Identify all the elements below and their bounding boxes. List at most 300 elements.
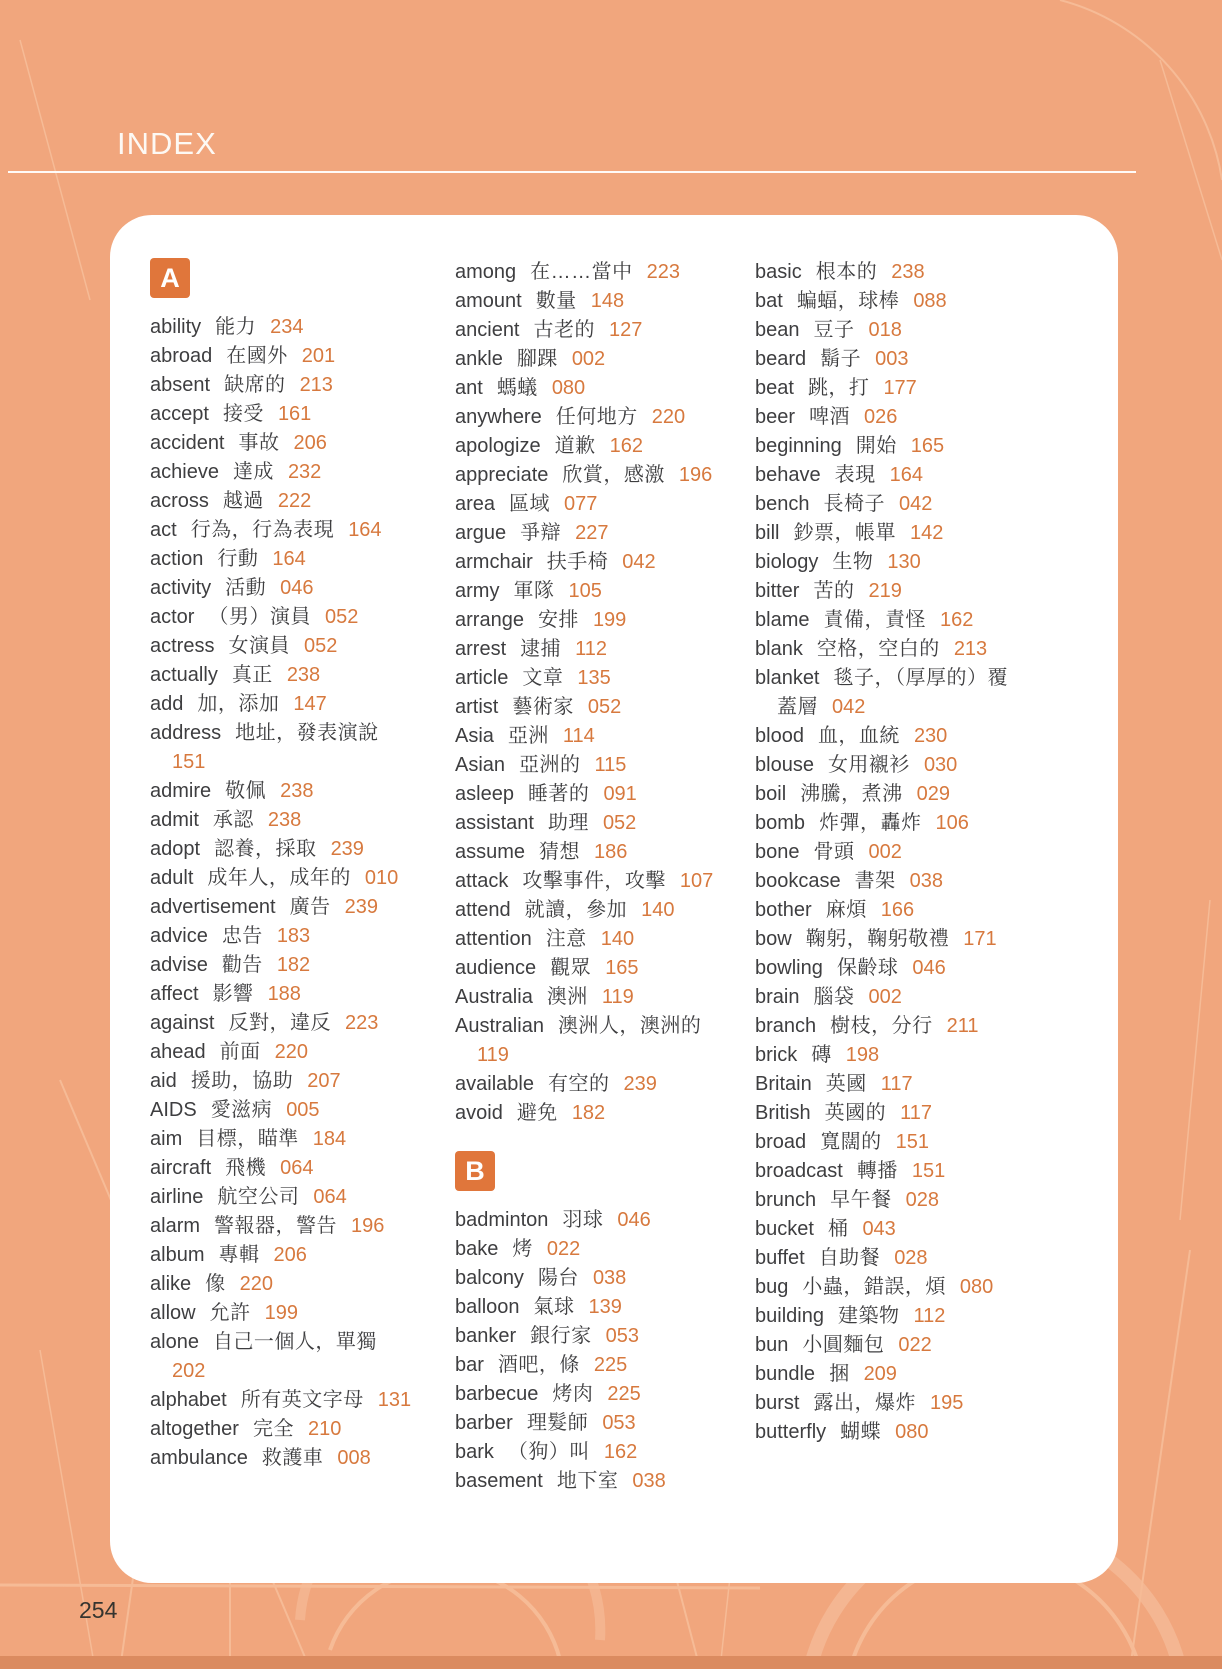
entry-word: avoid: [455, 1102, 503, 1124]
entry-word: blanket: [755, 667, 820, 689]
index-entry: [455, 664, 723, 693]
entry-word: blank: [755, 638, 803, 660]
entry-word: beginning: [755, 435, 842, 457]
entry-word: brunch: [755, 1189, 817, 1211]
index-entry: [455, 1099, 723, 1128]
entry-page-number: 002: [868, 841, 902, 863]
entry-word: artist: [455, 696, 499, 718]
entry-word: Australia: [455, 986, 533, 1008]
index-entry: [455, 287, 723, 316]
entry-translation: 銀行家: [530, 1325, 592, 1347]
entry-page-number: 166: [880, 899, 915, 921]
entry-translation: 前面: [219, 1041, 261, 1063]
index-entry: [150, 516, 418, 545]
entry-page-number: 162: [609, 435, 643, 457]
entry-translation: 達成: [232, 461, 274, 483]
entry-translation: 開始: [855, 435, 897, 457]
entry-word: bean: [755, 319, 800, 341]
index-entry: [755, 490, 1023, 519]
entry-page-number: 046: [280, 577, 314, 599]
entry-translation: 觀眾: [550, 957, 592, 979]
entry-word: bark: [455, 1441, 494, 1463]
entry-translation: 影響: [212, 983, 254, 1005]
entry-translation: 鞠躬，鞠躬敬禮: [805, 928, 950, 950]
entry-page-number: 234: [270, 316, 304, 338]
entry-translation: 鈔票，帳單: [793, 522, 896, 544]
entry-page-number: 232: [287, 461, 322, 483]
index-entry: [455, 1380, 723, 1409]
entry-translation: 表現: [834, 464, 876, 486]
index-entry: [150, 864, 418, 893]
entry-translation: 豆子: [813, 319, 855, 341]
entry-translation: 亞洲的: [519, 754, 581, 776]
entry-page-number: 222: [277, 490, 312, 512]
index-card: [110, 215, 1118, 1583]
entry-word: bomb: [755, 812, 806, 834]
index-entry: [755, 1099, 1023, 1128]
entry-page-number: 002: [571, 348, 606, 370]
entry-translation: 腦袋: [813, 986, 855, 1008]
entry-page-number: 184: [312, 1128, 347, 1150]
entry-translation: 警報器，警告: [214, 1215, 338, 1237]
index-entry: [455, 722, 723, 751]
entry-page-number: 030: [923, 754, 958, 776]
entry-word: article: [455, 667, 509, 689]
entry-translation: 注意: [545, 928, 587, 950]
entry-page-number: 042: [832, 696, 866, 718]
entry-page-number: 148: [590, 290, 625, 312]
index-entry: [455, 1012, 723, 1070]
index-entry: [150, 1009, 418, 1038]
page-title: INDEX: [117, 126, 217, 161]
entry-page-number: 219: [868, 580, 902, 602]
entry-translation: 有空的: [547, 1073, 610, 1095]
entry-page-number: 117: [880, 1073, 913, 1095]
entry-word: blame: [755, 609, 810, 631]
entry-page-number: 010: [364, 867, 399, 889]
entry-word: bar: [455, 1354, 484, 1376]
entry-translation: 反對，違反: [228, 1012, 331, 1034]
entry-word: audience: [455, 957, 537, 979]
entry-word: assistant: [455, 812, 534, 834]
entry-translation: 攻擊事件，攻擊: [522, 870, 666, 892]
entry-word: apologize: [455, 435, 541, 457]
index-entry: [755, 258, 1023, 287]
entry-translation: 空格，空白的: [816, 638, 940, 660]
entry-page-number: 177: [883, 377, 917, 399]
index-entry: [455, 403, 723, 432]
index-entry: [150, 632, 418, 661]
entry-translation: 轉播: [856, 1160, 898, 1182]
entry-page-number: 223: [646, 261, 681, 283]
entry-word: brick: [755, 1044, 798, 1066]
entry-translation: 腳踝: [516, 348, 558, 370]
entry-page-number: 223: [345, 1012, 379, 1034]
index-entry: [150, 313, 418, 342]
entry-page-number: 220: [651, 406, 686, 428]
entry-translation: 避免: [516, 1102, 558, 1124]
index-entry: [150, 893, 418, 922]
entry-word: bookcase: [755, 870, 841, 892]
index-entry: [150, 806, 418, 835]
entry-word: argue: [455, 522, 507, 544]
index-entry: [455, 693, 723, 722]
entry-page-number: 028: [894, 1247, 928, 1269]
entry-page-number: 026: [864, 406, 898, 428]
index-entry: [455, 316, 723, 345]
entry-page-number: 119: [601, 986, 634, 1008]
entry-translation: 陽台: [537, 1267, 579, 1289]
entry-word: bitter: [755, 580, 800, 602]
entry-word: assume: [455, 841, 526, 863]
index-entry: [455, 345, 723, 374]
entry-word: amount: [455, 290, 522, 312]
entry-page-number: 220: [239, 1273, 274, 1295]
entry-word: balcony: [455, 1267, 524, 1289]
index-entry: [755, 1012, 1023, 1041]
entry-translation: 成年人，成年的: [207, 867, 351, 889]
index-entry: [455, 1206, 723, 1235]
index-entry: [755, 606, 1023, 635]
entry-page-number: 080: [551, 377, 586, 399]
entry-word: actress: [150, 635, 215, 657]
entry-translation: 桶: [827, 1218, 849, 1240]
entry-page-number: 042: [622, 551, 656, 573]
index-entry: [150, 1444, 418, 1473]
entry-translation: 助理: [547, 812, 589, 834]
entry-translation: 樹枝，分行: [830, 1015, 933, 1037]
entry-page-number: 046: [912, 957, 946, 979]
entry-translation: 烤: [512, 1238, 533, 1260]
index-column-3: [755, 258, 1023, 1447]
entry-word: army: [455, 580, 500, 602]
index-entry: [150, 1038, 418, 1067]
entry-translation: 事故: [238, 432, 280, 454]
index-entry: [455, 954, 723, 983]
entry-page-number: 199: [264, 1302, 298, 1324]
index-entry: [150, 1386, 418, 1415]
entry-translation: 敬佩: [225, 780, 267, 802]
entry-translation: 道歉: [554, 435, 596, 457]
entry-page-number: 053: [602, 1412, 636, 1434]
index-entry: [755, 1331, 1023, 1360]
entry-page-number: 165: [605, 957, 639, 979]
entry-word: admit: [150, 809, 199, 831]
index-entry: [150, 342, 418, 371]
entry-translation: 跳，打: [807, 377, 870, 399]
entry-page-number: 225: [607, 1383, 641, 1405]
entry-word: AIDS: [150, 1099, 197, 1121]
entry-translation: 缺席的: [224, 374, 286, 396]
entry-word: blouse: [755, 754, 814, 776]
entry-translation: 忠告: [221, 925, 263, 947]
index-entry: [755, 838, 1023, 867]
entry-page-number: 199: [592, 609, 627, 631]
entry-translation: 澳洲: [546, 986, 588, 1008]
index-entry: [755, 1389, 1023, 1418]
entry-translation: 行動: [217, 548, 259, 570]
entry-translation: 啤酒: [809, 406, 851, 428]
entry-translation: 書架: [854, 870, 896, 892]
entry-translation: 羽球: [562, 1209, 604, 1231]
index-entry: [455, 983, 723, 1012]
entry-word: barbecue: [455, 1383, 539, 1405]
entry-page-number: 038: [632, 1470, 666, 1492]
section-letter: B: [465, 1155, 485, 1186]
section-letter: A: [160, 262, 180, 293]
entry-word: absent: [150, 374, 211, 396]
entry-page-number: 038: [909, 870, 943, 892]
entry-translation: 允許: [209, 1302, 251, 1324]
index-entry: [755, 925, 1023, 954]
entry-page-number: 209: [863, 1363, 897, 1385]
entry-translation: 酒吧，條: [497, 1354, 580, 1376]
index-entry: [755, 867, 1023, 896]
entry-page-number: 064: [313, 1186, 347, 1208]
entry-translation: 蝴蝶: [840, 1421, 882, 1443]
index-entry: [150, 1299, 418, 1328]
entry-word: ahead: [150, 1041, 206, 1063]
entry-page-number: 043: [862, 1218, 896, 1240]
entry-translation: 小蟲，錯誤，煩: [802, 1276, 946, 1298]
entry-translation: 猜想: [539, 841, 581, 863]
entry-page-number: 227: [575, 522, 609, 544]
entry-word: bill: [755, 522, 780, 544]
entry-word: bowling: [755, 957, 823, 979]
entry-word: broad: [755, 1131, 807, 1153]
entry-word: armchair: [455, 551, 533, 573]
index-entry: [455, 1264, 723, 1293]
entry-page-number: 182: [571, 1102, 606, 1124]
entry-page-number: 064: [280, 1157, 314, 1179]
index-entry: [150, 545, 418, 574]
index-entry: [150, 603, 418, 632]
index-entry: [755, 954, 1023, 983]
entry-translation: 廣告: [289, 896, 331, 918]
index-entry: [455, 606, 723, 635]
entry-word: aid: [150, 1070, 177, 1092]
entry-translation: 數量: [535, 290, 577, 312]
entry-translation: 磚: [811, 1044, 832, 1066]
entry-word: alarm: [150, 1215, 201, 1237]
entry-translation: 區域: [509, 493, 551, 515]
entry-page-number: 147: [293, 693, 327, 715]
entry-page-number: 207: [307, 1070, 341, 1092]
index-entry: [150, 487, 418, 516]
index-entry: [150, 951, 418, 980]
entry-page-number: 052: [587, 696, 622, 718]
index-entry: [455, 1235, 723, 1264]
entry-word: action: [150, 548, 204, 570]
entry-page-number: 164: [889, 464, 923, 486]
index-entry: [150, 1125, 418, 1154]
entry-page-number: 196: [351, 1215, 385, 1237]
index-entry: [755, 635, 1023, 664]
entry-word: ankle: [455, 348, 503, 370]
entry-page-number: 003: [875, 348, 909, 370]
entry-translation: 勸告: [221, 954, 263, 976]
entry-page-number: 238: [267, 809, 302, 831]
index-entry: [455, 809, 723, 838]
index-entry: [455, 577, 723, 606]
index-entry: [455, 751, 723, 780]
entry-translation: 欣賞，感激: [562, 464, 665, 486]
entry-word: anywhere: [455, 406, 542, 428]
entry-word: beat: [755, 377, 794, 399]
index-entry: [755, 1418, 1023, 1447]
index-entry: [755, 780, 1023, 809]
entry-translation: 責備，責怪: [823, 609, 926, 631]
entry-translation: 文章: [522, 667, 564, 689]
entry-translation: 根本的: [815, 261, 878, 283]
entry-word: achieve: [150, 461, 219, 483]
entry-page-number: 238: [286, 664, 321, 686]
entry-word: aim: [150, 1128, 183, 1150]
entry-page-number: 139: [588, 1296, 622, 1318]
entry-page-number: 213: [953, 638, 988, 660]
entry-word: arrange: [455, 609, 524, 631]
entry-translation: （男）演員: [208, 606, 311, 628]
entry-translation: 救護車: [261, 1447, 324, 1469]
entry-page-number: 201: [301, 345, 336, 367]
entry-translation: 能力: [215, 316, 257, 338]
entry-translation: 扶手椅: [546, 551, 609, 573]
entry-page-number: 053: [605, 1325, 640, 1347]
index-entry: [455, 780, 723, 809]
entry-word: badminton: [455, 1209, 549, 1231]
entry-page-number: 052: [602, 812, 637, 834]
index-entry: [455, 635, 723, 664]
entry-page-number: 239: [623, 1073, 657, 1095]
entry-word: album: [150, 1244, 205, 1266]
entry-word: bucket: [755, 1218, 814, 1240]
index-entry: [150, 1415, 418, 1444]
entry-translation: 地址，發表演說: [235, 722, 379, 744]
entry-word: bow: [755, 928, 792, 950]
entry-word: British: [755, 1102, 811, 1124]
entry-page-number: 038: [592, 1267, 627, 1289]
entry-word: banker: [455, 1325, 517, 1347]
entry-word: buffet: [755, 1247, 805, 1269]
index-entry: [755, 1157, 1023, 1186]
entry-translation: 鬍子: [820, 348, 862, 370]
index-entry: [150, 1067, 418, 1096]
index-entry: [150, 400, 418, 429]
index-entry: [755, 374, 1023, 403]
entry-translation: 寬闊的: [820, 1131, 882, 1153]
index-entry: [150, 1183, 418, 1212]
entry-page-number: 196: [678, 464, 713, 486]
entry-translation: 古老的: [533, 319, 595, 341]
entry-translation: 軍隊: [513, 580, 555, 602]
entry-page-number: 140: [641, 899, 675, 921]
entry-translation: 活動: [225, 577, 267, 599]
index-entry: [755, 432, 1023, 461]
entry-page-number: 022: [546, 1238, 581, 1260]
entry-word: bench: [755, 493, 810, 515]
index-entry: [755, 1360, 1023, 1389]
entry-word: branch: [755, 1015, 817, 1037]
entry-word: biology: [755, 551, 819, 573]
entry-word: beard: [755, 348, 807, 370]
entry-word: appreciate: [455, 464, 549, 486]
entry-word: area: [455, 493, 496, 515]
entry-translation: 安排: [537, 609, 579, 631]
entry-translation: 就讀，參加: [524, 899, 628, 921]
entry-word: address: [150, 722, 222, 744]
entry-page-number: 107: [679, 870, 714, 892]
entry-word: alphabet: [150, 1389, 227, 1411]
entry-word: accept: [150, 403, 209, 425]
entry-page-number: 198: [845, 1044, 880, 1066]
entry-word: altogether: [150, 1418, 239, 1440]
entry-word: actor: [150, 606, 195, 628]
index-entry: [150, 690, 418, 719]
entry-word: bundle: [755, 1363, 816, 1385]
page-number: 254: [79, 1597, 118, 1623]
entry-page-number: 002: [868, 986, 902, 1008]
entry-translation: 加，添加: [197, 693, 280, 715]
entry-translation: 接受: [222, 403, 264, 425]
entry-page-number: 112: [575, 638, 608, 660]
entry-word: across: [150, 490, 209, 512]
entry-word: asleep: [455, 783, 514, 805]
entry-page-number: 005: [286, 1099, 320, 1121]
entry-translation: 爭辯: [520, 522, 562, 544]
entry-translation: 露出，爆炸: [813, 1392, 916, 1414]
entry-page-number: 142: [909, 522, 944, 544]
entry-word: behave: [755, 464, 821, 486]
entry-translation: 認養，採取: [214, 838, 317, 860]
index-entry: [150, 661, 418, 690]
entry-word: basic: [755, 261, 802, 283]
entry-translation: 自己一個人，單獨: [212, 1331, 377, 1353]
entry-page-number: 135: [577, 667, 611, 689]
entry-word: burst: [755, 1392, 800, 1414]
entry-page-number: 151: [895, 1131, 930, 1153]
entry-page-number: 162: [939, 609, 974, 631]
index-entry: [150, 777, 418, 806]
entry-page-number: 239: [344, 896, 378, 918]
index-entry: [755, 1186, 1023, 1215]
entry-translation: 承認: [212, 809, 254, 831]
index-entry: [755, 1041, 1023, 1070]
entry-page-number: 171: [963, 928, 997, 950]
entry-translation: 毯子，（厚厚的）覆蓋層: [777, 667, 1008, 718]
entry-translation: 自助餐: [818, 1247, 881, 1269]
entry-word: Asian: [455, 754, 506, 776]
entry-page-number: 195: [929, 1392, 964, 1414]
index-entry: [150, 835, 418, 864]
entry-translation: 苦的: [813, 580, 855, 602]
index-entry: [150, 1270, 418, 1299]
entry-word: airline: [150, 1186, 204, 1208]
index-entry: [455, 519, 723, 548]
entry-page-number: 182: [276, 954, 311, 976]
entry-translation: 逮捕: [520, 638, 562, 660]
entry-page-number: 210: [307, 1418, 342, 1440]
entry-word: among: [455, 261, 517, 283]
index-entry: [755, 1302, 1023, 1331]
entry-translation: 理髮師: [526, 1412, 589, 1434]
entry-translation: 女用襯衫: [827, 754, 910, 776]
entry-word: aircraft: [150, 1157, 212, 1179]
entry-translation: 螞蟻: [496, 377, 538, 399]
entry-translation: 英國的: [824, 1102, 887, 1124]
entry-word: advise: [150, 954, 208, 976]
index-entry: [455, 1351, 723, 1380]
entry-translation: 完全: [252, 1418, 294, 1440]
